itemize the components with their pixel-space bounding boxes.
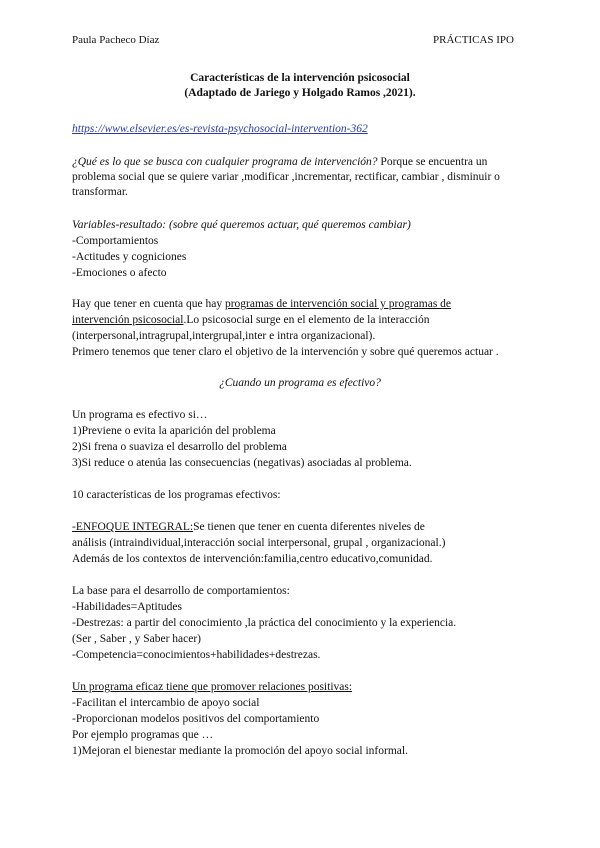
page-title — [0, 71, 600, 101]
base-item: -Destrezas: a partir del conocimiento ,la práctica del conocimiento y la experiencia. — [72, 617, 457, 629]
effective-item: 1)Previene o evita la aparición del problema — [72, 425, 276, 437]
title-line-1: Características de la intervención psicosocial — [190, 72, 410, 84]
base-item: -Habilidades=Aptitudes — [72, 601, 182, 613]
variables-heading: Variables-resultado: (sobre qué queremos actuar, qué queremos cambiar) — [72, 219, 411, 231]
eficaz-item: -Facilitan el intercambio de apoyo social — [72, 697, 260, 709]
effective-intro: Un programa es efectivo si… — [72, 409, 208, 421]
source-link-line — [72, 122, 368, 137]
header-course: PRÁCTICAS IPO — [433, 34, 514, 46]
enfoque-a: Se tienen que tener en cuenta diferentes niveles de — [193, 521, 425, 533]
q1-question: ¿Qué es lo que se busca con cualquier programa de intervención? — [72, 156, 378, 168]
variables-item: -Comportamientos — [72, 235, 159, 247]
eficaz-item: -Proporcionan modelos positivos del comportamiento — [72, 713, 320, 725]
ten-characteristics: 10 características de los programas efectivos: — [72, 489, 281, 501]
variables-item: -Emociones o afecto — [72, 267, 167, 279]
title-line-2: (Adaptado de Jariego y Holgado Ramos ,2021). — [184, 87, 416, 99]
effective-item: 3)Si reduce o atenúa las consecuencias (negativas) asociadas al problema. — [72, 457, 412, 469]
para1-line-4: Primero tenemos que tener claro el objetivo de la intervención y sobre qué queremos actuar . — [72, 346, 499, 358]
q1-line-3: transformar. — [72, 186, 128, 198]
para1-a-underlined: programas de intervención social y programas de — [224, 298, 452, 310]
base-item: -Competencia=conocimientos+habilidades+destrezas. — [72, 649, 321, 661]
base-item: (Ser , Saber , y Saber hacer) — [72, 633, 201, 645]
eficaz-item: Por ejemplo programas que … — [72, 729, 214, 741]
enfoque-line-1 — [72, 520, 425, 535]
eficaz-heading: Un programa eficaz tiene que promover relaciones positivas: — [72, 681, 353, 693]
para1-a-plain: Hay que tener en cuenta que hay — [72, 298, 225, 310]
para1-line-3: (interpersonal,intragrupal,intergrupal,inter e intra organizacional). — [72, 330, 376, 342]
variables-item: -Actitudes y cogniciones — [72, 251, 187, 263]
source-link[interactable]: https://www.elsevier.es/es-revista-psychosocial-intervention-362 — [72, 123, 368, 135]
enfoque-line-3: Además de los contextos de intervención:familia,centro educativo,comunidad. — [72, 553, 433, 565]
enfoque-label: -ENFOQUE INTEGRAL: — [72, 521, 194, 533]
q2-heading: ¿Cuando un programa es efectivo? — [219, 377, 381, 389]
base-intro: La base para el desarrollo de comportamientos: — [72, 585, 290, 597]
para1-b-underlined: intervención psicosocial — [72, 314, 184, 326]
q1-line-2: problema social que se quiere variar ,modificar ,incrementar, rectificar, cambiar , disminuir o — [72, 171, 500, 183]
header-author: Paula Pacheco Díaz — [72, 34, 160, 46]
eficaz-item: 1)Mejoran el bienestar mediante la promoción del apoyo social informal. — [72, 745, 408, 757]
para1-line-2 — [72, 313, 429, 328]
effective-item: 2)Si frena o suaviza el desarrollo del problema — [72, 441, 287, 453]
para1-b-plain: .Lo psicosocial surge en el elemento de la interacción — [183, 314, 430, 326]
enfoque-line-2: análisis (intraindividual,interacción social interpersonal, grupal , organizacional.) — [72, 537, 446, 549]
q1-line-1 — [72, 155, 487, 170]
q1-answer-a: Porque se encuentra un — [377, 156, 488, 168]
para1-line-1 — [72, 297, 451, 312]
